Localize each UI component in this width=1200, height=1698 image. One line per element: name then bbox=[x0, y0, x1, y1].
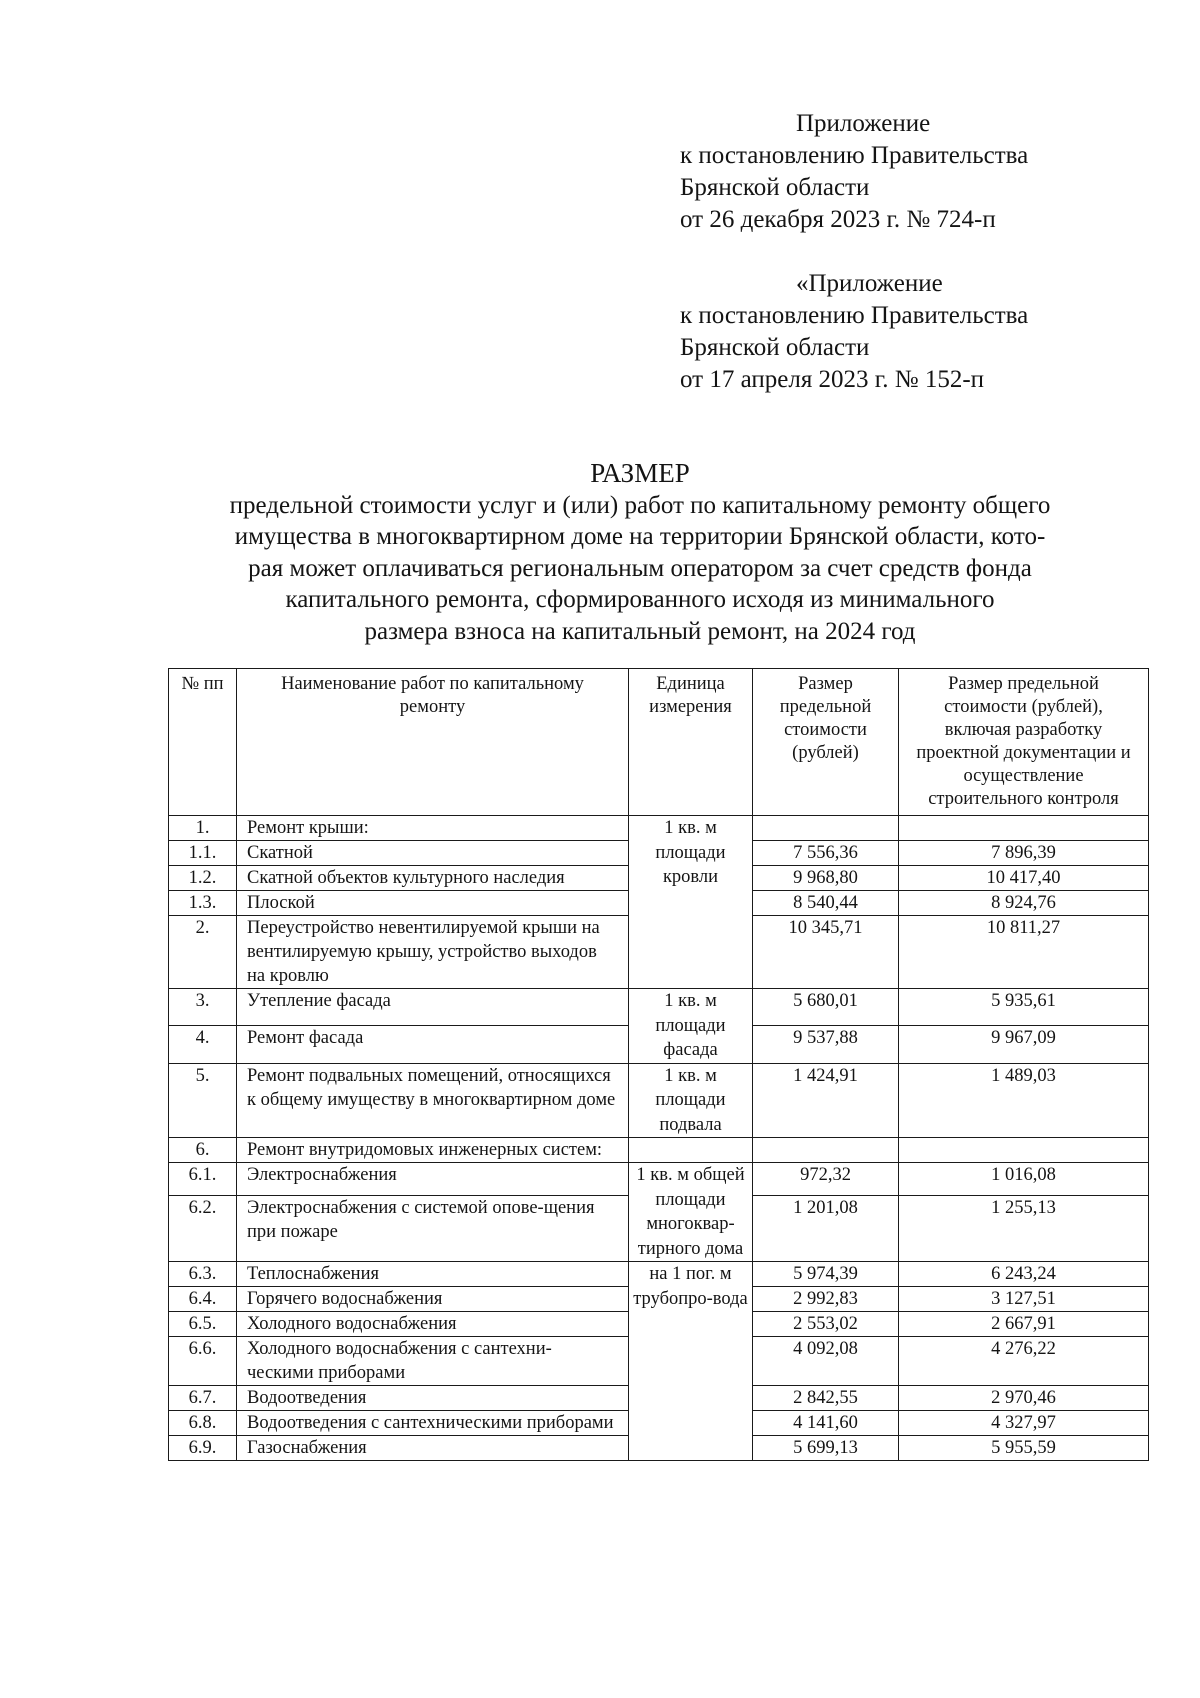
document-heading bbox=[150, 458, 1130, 647]
row-cost-with-design: 8 924,76 bbox=[899, 891, 1149, 916]
row-number: 1.2. bbox=[169, 866, 237, 891]
annex-previous-line-3: Брянской области bbox=[680, 334, 870, 361]
row-name: Ремонт подвальных помещений, относящихся к общему имуществу в многоквартирном доме bbox=[237, 1063, 629, 1138]
heading-line-3: рая может оплачиваться региональным оператором за счет средств фонда bbox=[248, 554, 1032, 582]
row-cost-with-design bbox=[899, 1138, 1149, 1163]
row-number: 5. bbox=[169, 1063, 237, 1138]
row-cost: 5 680,01 bbox=[753, 989, 899, 1026]
row-cost-with-design: 5 955,59 bbox=[899, 1436, 1149, 1461]
table-row bbox=[169, 816, 1149, 841]
row-name: Ремонт крыши: bbox=[237, 816, 629, 841]
row-cost-with-design: 7 896,39 bbox=[899, 841, 1149, 866]
row-name: Плоской bbox=[237, 891, 629, 916]
row-cost: 1 201,08 bbox=[753, 1196, 899, 1262]
row-cost: 1 424,91 bbox=[753, 1063, 899, 1138]
row-number: 6.4. bbox=[169, 1287, 237, 1312]
row-cost: 10 345,71 bbox=[753, 916, 899, 989]
row-cost-with-design: 3 127,51 bbox=[899, 1287, 1149, 1312]
row-number: 6.1. bbox=[169, 1163, 237, 1196]
row-name: Газоснабжения bbox=[237, 1436, 629, 1461]
row-number: 6.8. bbox=[169, 1411, 237, 1436]
row-cost: 9 537,88 bbox=[753, 1026, 899, 1063]
row-name: Переустройство невентилируемой крыши на вентилируемую крышу, устройство выходов на кровлю bbox=[237, 916, 629, 989]
unit-cell: 1 кв. м общей площади многоквар-тирного дома bbox=[629, 1163, 753, 1262]
annex-previous-line-4: от 17 апреля 2023 г. № 152-п bbox=[680, 366, 985, 393]
table-header-row bbox=[169, 669, 1149, 816]
row-cost-with-design: 10 811,27 bbox=[899, 916, 1149, 989]
row-cost-with-design: 1 489,03 bbox=[899, 1063, 1149, 1138]
header-cost: Размер предельной стоимости (рублей) bbox=[753, 669, 899, 816]
annex-current-line-2: к постановлению Правительства bbox=[680, 142, 1029, 169]
row-cost bbox=[753, 1138, 899, 1163]
annex-current-line-1: Приложение bbox=[796, 110, 931, 137]
row-number: 6.7. bbox=[169, 1386, 237, 1411]
row-number: 2. bbox=[169, 916, 237, 989]
row-cost-with-design: 6 243,24 bbox=[899, 1262, 1149, 1287]
row-name: Водоотведения с сантехническими приборами bbox=[237, 1411, 629, 1436]
table-row bbox=[169, 1163, 1149, 1196]
row-cost: 972,32 bbox=[753, 1163, 899, 1196]
annex-previous bbox=[680, 268, 1028, 396]
row-name: Холодного водоснабжения bbox=[237, 1312, 629, 1337]
row-name: Электроснабжения bbox=[237, 1163, 629, 1196]
row-number: 1.1. bbox=[169, 841, 237, 866]
row-name: Холодного водоснабжения с сантехни-ческими приборами bbox=[237, 1337, 629, 1386]
row-cost: 4 092,08 bbox=[753, 1337, 899, 1386]
heading-title: РАЗМЕР bbox=[590, 458, 690, 488]
heading-line-1: предельной стоимости услуг и (или) работ по капитальному ремонту общего bbox=[229, 491, 1051, 519]
row-cost bbox=[753, 816, 899, 841]
row-number: 3. bbox=[169, 989, 237, 1026]
annex-current bbox=[680, 108, 1028, 236]
row-cost-with-design bbox=[899, 816, 1149, 841]
unit-cell: 1 кв. м площади фасада bbox=[629, 989, 753, 1064]
row-number: 6.2. bbox=[169, 1196, 237, 1262]
heading-line-5: размера взноса на капитальный ремонт, на 2024 год bbox=[364, 617, 916, 645]
row-name: Утепление фасада bbox=[237, 989, 629, 1026]
heading-line-2: имущества в многоквартирном доме на территории Брянской области, кото- bbox=[234, 523, 1046, 550]
unit-cell: на 1 пог. м трубопро-вода bbox=[629, 1262, 753, 1461]
table-row bbox=[169, 1262, 1149, 1287]
row-number: 6.3. bbox=[169, 1262, 237, 1287]
table-row bbox=[169, 989, 1149, 1026]
row-name: Теплоснабжения bbox=[237, 1262, 629, 1287]
row-cost: 9 968,80 bbox=[753, 866, 899, 891]
cost-table bbox=[168, 668, 1149, 1461]
row-cost-with-design: 2 970,46 bbox=[899, 1386, 1149, 1411]
header-number: № пп bbox=[169, 669, 237, 816]
row-cost-with-design: 4 327,97 bbox=[899, 1411, 1149, 1436]
row-number: 1.3. bbox=[169, 891, 237, 916]
header-unit: Единица измерения bbox=[629, 669, 753, 816]
row-name: Скатной объектов культурного наследия bbox=[237, 866, 629, 891]
table-row bbox=[169, 1138, 1149, 1163]
row-cost: 2 992,83 bbox=[753, 1287, 899, 1312]
row-cost-with-design: 9 967,09 bbox=[899, 1026, 1149, 1063]
header-name: Наименование работ по капитальному ремонту bbox=[237, 669, 629, 816]
row-number: 6.9. bbox=[169, 1436, 237, 1461]
row-cost: 2 553,02 bbox=[753, 1312, 899, 1337]
row-cost-with-design: 1 255,13 bbox=[899, 1196, 1149, 1262]
row-cost-with-design: 1 016,08 bbox=[899, 1163, 1149, 1196]
unit-cell bbox=[629, 1138, 753, 1163]
row-cost-with-design: 4 276,22 bbox=[899, 1337, 1149, 1386]
row-cost-with-design: 10 417,40 bbox=[899, 866, 1149, 891]
row-number: 6.5. bbox=[169, 1312, 237, 1337]
unit-cell: 1 кв. м площади подвала bbox=[629, 1063, 753, 1138]
table-row bbox=[169, 1063, 1149, 1138]
row-name: Водоотведения bbox=[237, 1386, 629, 1411]
row-number: 6.6. bbox=[169, 1337, 237, 1386]
annex-current-line-4: от 26 декабря 2023 г. № 724-п bbox=[680, 206, 996, 233]
row-cost: 7 556,36 bbox=[753, 841, 899, 866]
row-cost-with-design: 5 935,61 bbox=[899, 989, 1149, 1026]
row-name: Электроснабжения с системой опове-щения при пожаре bbox=[237, 1196, 629, 1262]
heading-line-4: капитального ремонта, сформированного исходя из минимального bbox=[285, 586, 995, 613]
row-name: Ремонт внутридомовых инженерных систем: bbox=[237, 1138, 629, 1163]
row-name: Горячего водоснабжения bbox=[237, 1287, 629, 1312]
row-number: 1. bbox=[169, 816, 237, 841]
header-cost-with-design: Размер предельной стоимости (рублей), включая разработку проектной документации и осуществление строительного контроля bbox=[899, 669, 1149, 816]
unit-cell: 1 кв. м площади кровли bbox=[629, 816, 753, 989]
row-name: Ремонт фасада bbox=[237, 1026, 629, 1063]
row-cost: 5 699,13 bbox=[753, 1436, 899, 1461]
row-cost: 2 842,55 bbox=[753, 1386, 899, 1411]
annex-previous-line-2: к постановлению Правительства bbox=[680, 302, 1029, 329]
row-cost: 8 540,44 bbox=[753, 891, 899, 916]
row-cost-with-design: 2 667,91 bbox=[899, 1312, 1149, 1337]
annex-previous-line-1: «Приложение bbox=[796, 270, 943, 297]
annex-current-line-3: Брянской области bbox=[680, 174, 870, 201]
row-cost: 4 141,60 bbox=[753, 1411, 899, 1436]
row-number: 4. bbox=[169, 1026, 237, 1063]
row-number: 6. bbox=[169, 1138, 237, 1163]
row-cost: 5 974,39 bbox=[753, 1262, 899, 1287]
row-name: Скатной bbox=[237, 841, 629, 866]
